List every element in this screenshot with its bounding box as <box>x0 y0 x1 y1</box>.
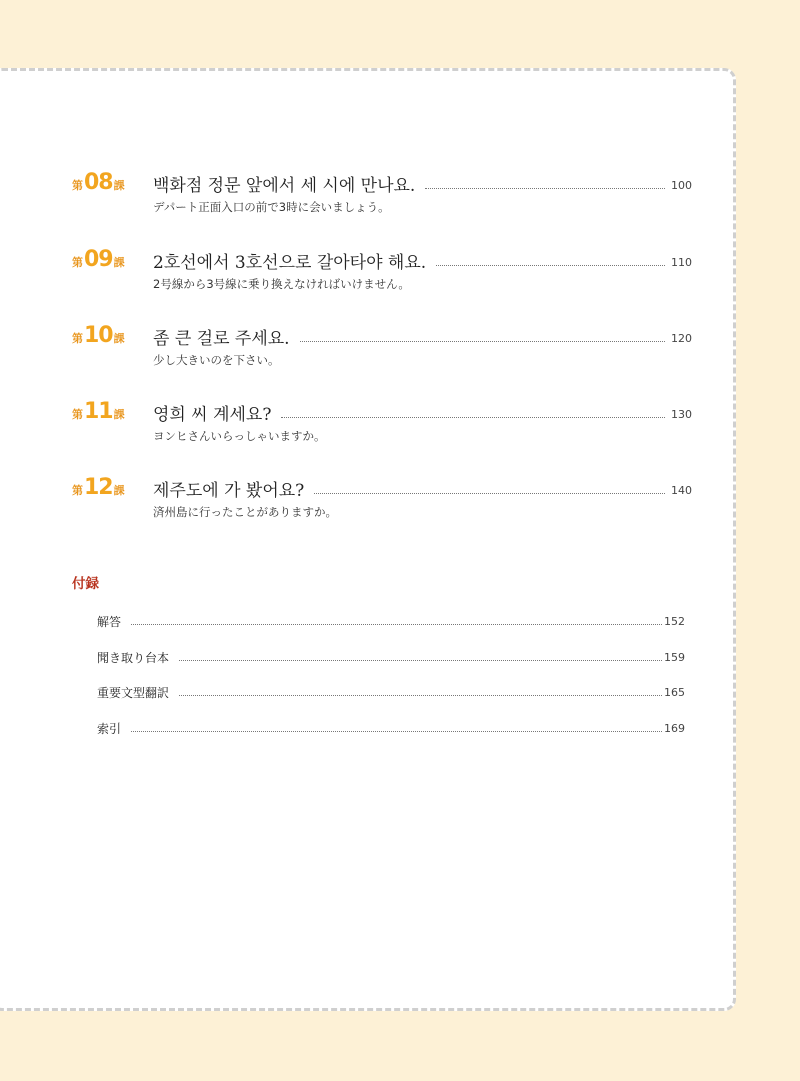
lesson-title-japanese: 2号線から3号線に乗り換えなければいけません。 <box>153 277 410 291</box>
appendix-item-label: 重要文型翻訳 <box>97 686 170 700</box>
lesson-title-japanese: 済州島に行ったことがありますか。 <box>153 505 337 519</box>
page-number: 120 <box>671 332 692 345</box>
lesson-title-korean: 좀 큰 걸로 주세요. <box>153 329 290 349</box>
page-number: 130 <box>671 408 692 421</box>
lesson-title-korean: 제주도에 가 봤어요? <box>153 481 305 501</box>
page-number: 110 <box>671 256 692 269</box>
leader-dots <box>131 624 662 625</box>
leader-dots <box>436 265 665 266</box>
lesson-number: 第11課 <box>72 399 125 424</box>
leader-dots <box>314 493 665 494</box>
leader-dots <box>300 341 665 342</box>
page-number: 159 <box>664 651 685 664</box>
appendix-item-index[interactable] <box>97 717 685 737</box>
appendix-heading: 付録 <box>72 576 99 592</box>
lesson-title-japanese: デパート正面入口の前で3時に会いましょう。 <box>153 200 390 214</box>
lesson-title-japanese: 少し大きいのを下さい。 <box>153 353 280 367</box>
appendix-item-answers[interactable] <box>97 610 685 630</box>
leader-dots <box>179 695 662 696</box>
appendix-item-label: 聞き取り台本 <box>97 651 170 665</box>
appendix-item-script[interactable] <box>97 646 685 666</box>
lesson-number: 第08課 <box>72 170 125 195</box>
page-number: 165 <box>664 686 685 699</box>
page-number: 140 <box>671 484 692 497</box>
appendix-item-label: 解答 <box>97 615 122 629</box>
toc-lesson-09[interactable] <box>72 247 692 297</box>
leader-dots <box>281 417 665 418</box>
toc-lesson-12[interactable] <box>72 475 692 525</box>
lesson-title-japanese: ヨンヒさんいらっしゃいますか。 <box>153 429 326 443</box>
toc-lesson-11[interactable] <box>72 399 692 449</box>
lesson-title-korean: 백화점 정문 앞에서 세 시에 만나요. <box>153 176 416 196</box>
lesson-number: 第10課 <box>72 323 125 348</box>
appendix-item-translations[interactable] <box>97 681 685 701</box>
leader-dots <box>425 188 665 189</box>
toc-lesson-10[interactable] <box>72 323 692 373</box>
leader-dots <box>179 660 662 661</box>
toc-lesson-08[interactable] <box>72 170 692 220</box>
lesson-number: 第12課 <box>72 475 125 500</box>
page-number: 100 <box>671 179 692 192</box>
page-number: 169 <box>664 722 685 735</box>
lesson-number: 第09課 <box>72 247 125 272</box>
lesson-title-korean: 영희 씨 계세요? <box>153 405 272 425</box>
leader-dots <box>131 731 662 732</box>
page-number: 152 <box>664 615 685 628</box>
appendix-item-label: 索引 <box>97 722 122 736</box>
lesson-title-korean: 2호선에서 3호선으로 갈아타야 해요. <box>153 253 427 273</box>
